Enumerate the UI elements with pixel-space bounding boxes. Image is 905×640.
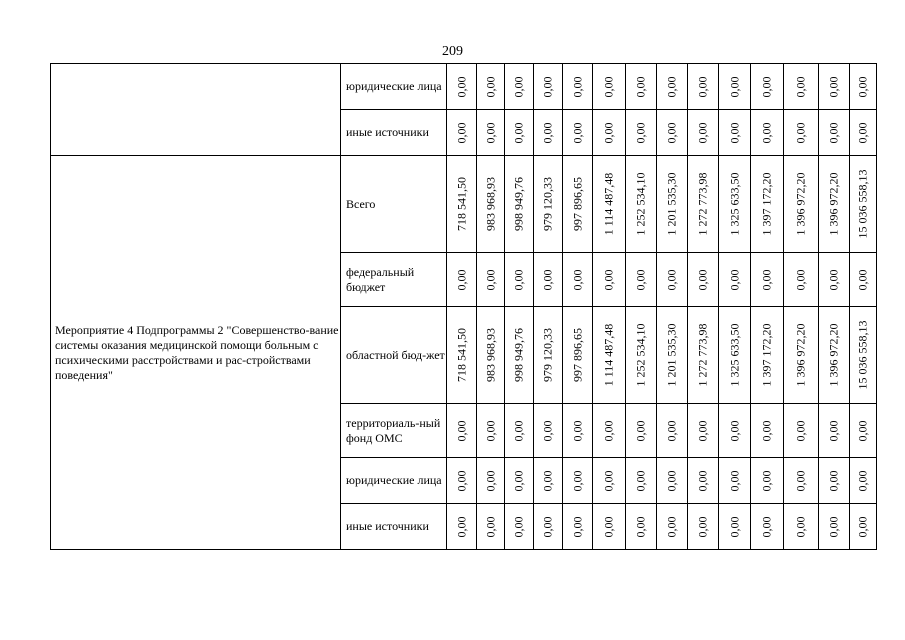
value-cell xyxy=(593,404,626,458)
value-text: 718 541,50 xyxy=(454,177,468,231)
value-cell xyxy=(719,458,751,504)
value-text: 0,00 xyxy=(454,76,468,97)
value-text: 0,00 xyxy=(570,470,584,491)
value-cell xyxy=(784,156,819,253)
value-cell xyxy=(784,504,819,550)
value-text: 0,00 xyxy=(727,470,741,491)
value-text: 0,00 xyxy=(570,76,584,97)
value-text: 0,00 xyxy=(664,269,679,290)
value-text: 0,00 xyxy=(664,122,679,143)
value-cell xyxy=(505,307,534,404)
value-cell xyxy=(751,110,784,156)
value-text: 997 896,65 xyxy=(570,177,584,231)
value-text: 0,00 xyxy=(511,76,526,97)
value-text: 997 896,65 xyxy=(570,328,584,382)
value-cell xyxy=(850,156,877,253)
value-text: 1 325 633,50 xyxy=(727,323,741,387)
value-text: 1 252 534,10 xyxy=(633,323,648,387)
value-text: 718 541,50 xyxy=(454,328,468,382)
value-cell xyxy=(719,307,751,404)
value-text: 0,00 xyxy=(540,76,555,97)
value-text: 0,00 xyxy=(483,516,497,537)
value-cell xyxy=(477,504,505,550)
value-cell xyxy=(563,156,593,253)
table-row xyxy=(51,156,877,253)
value-text: 0,00 xyxy=(511,516,526,537)
value-text: 0,00 xyxy=(601,269,616,290)
value-text: 979 120,33 xyxy=(540,177,555,231)
value-text: 0,00 xyxy=(454,470,468,491)
value-text: 0,00 xyxy=(855,420,870,441)
value-text: 0,00 xyxy=(483,470,497,491)
value-cell xyxy=(626,404,657,458)
measure-cell: Мероприятие 4 Подпрограммы 2 "Совершенство-вание системы оказания медицинской помощи больным с психическими расстройствами и рас-стройствами поведения" xyxy=(51,156,341,550)
value-text: 1 114 487,48 xyxy=(601,323,616,387)
value-cell xyxy=(626,253,657,307)
value-cell xyxy=(534,458,563,504)
value-cell xyxy=(688,156,719,253)
value-cell xyxy=(626,307,657,404)
value-cell xyxy=(850,64,877,110)
value-text: 0,00 xyxy=(855,122,870,143)
value-cell xyxy=(688,253,719,307)
value-text: 0,00 xyxy=(826,122,841,143)
value-cell xyxy=(477,110,505,156)
value-cell xyxy=(751,64,784,110)
value-cell xyxy=(719,64,751,110)
value-cell xyxy=(688,64,719,110)
value-text: 15 036 558,13 xyxy=(855,320,870,390)
value-text: 0,00 xyxy=(664,516,679,537)
value-cell xyxy=(477,404,505,458)
value-cell xyxy=(657,110,688,156)
value-cell xyxy=(447,458,477,504)
value-text: 0,00 xyxy=(454,420,468,441)
value-text: 0,00 xyxy=(540,269,555,290)
value-cell xyxy=(626,110,657,156)
value-cell xyxy=(850,458,877,504)
value-text: 1 325 633,50 xyxy=(727,172,741,236)
value-text: 0,00 xyxy=(759,420,774,441)
value-text: 0,00 xyxy=(511,269,526,290)
value-cell xyxy=(505,253,534,307)
value-cell xyxy=(850,110,877,156)
value-cell xyxy=(563,404,593,458)
value-cell xyxy=(784,404,819,458)
value-text: 0,00 xyxy=(695,122,710,143)
value-cell xyxy=(477,307,505,404)
value-text: 0,00 xyxy=(727,76,741,97)
funding-source-cell: Всего xyxy=(341,156,447,253)
value-text: 0,00 xyxy=(633,420,648,441)
value-cell xyxy=(719,253,751,307)
value-text: 0,00 xyxy=(855,470,870,491)
value-cell xyxy=(657,504,688,550)
value-cell xyxy=(751,253,784,307)
value-cell xyxy=(563,504,593,550)
funding-source-cell: территориаль-ный фонд ОМС xyxy=(341,404,447,458)
value-text: 979 120,33 xyxy=(540,328,555,382)
value-text: 0,00 xyxy=(695,470,710,491)
value-cell xyxy=(505,458,534,504)
value-cell xyxy=(751,504,784,550)
value-cell xyxy=(626,458,657,504)
value-text: 0,00 xyxy=(454,269,468,290)
value-text: 0,00 xyxy=(601,76,616,97)
value-text: 0,00 xyxy=(759,470,774,491)
value-text: 0,00 xyxy=(664,470,679,491)
value-cell xyxy=(784,253,819,307)
value-cell xyxy=(850,307,877,404)
value-cell xyxy=(593,504,626,550)
value-text: 0,00 xyxy=(793,76,808,97)
value-text: 0,00 xyxy=(601,470,616,491)
value-cell xyxy=(784,64,819,110)
value-cell xyxy=(593,253,626,307)
page-number: 209 xyxy=(442,44,463,59)
value-text: 0,00 xyxy=(601,122,616,143)
value-text: 0,00 xyxy=(454,122,468,143)
funding-source-cell: юридические лица xyxy=(341,64,447,110)
value-cell xyxy=(626,64,657,110)
value-cell xyxy=(447,404,477,458)
value-cell xyxy=(505,110,534,156)
value-cell xyxy=(688,110,719,156)
value-text: 0,00 xyxy=(570,420,584,441)
value-text: 0,00 xyxy=(826,269,841,290)
measure-cell xyxy=(51,64,341,156)
table-row xyxy=(51,64,877,110)
value-text: 0,00 xyxy=(570,269,584,290)
value-text: 983 968,93 xyxy=(483,328,497,382)
value-cell xyxy=(819,156,850,253)
value-text: 998 949,76 xyxy=(511,328,526,382)
value-text: 0,00 xyxy=(664,76,679,97)
value-cell xyxy=(819,64,850,110)
value-cell xyxy=(626,504,657,550)
funding-source-cell: федеральный бюджет xyxy=(341,253,447,307)
value-cell xyxy=(563,64,593,110)
value-cell xyxy=(819,404,850,458)
value-text: 0,00 xyxy=(540,420,555,441)
value-cell xyxy=(447,504,477,550)
value-text: 0,00 xyxy=(759,269,774,290)
value-cell xyxy=(784,307,819,404)
value-text: 0,00 xyxy=(511,470,526,491)
funding-source-cell: иные источники xyxy=(341,110,447,156)
value-text: 0,00 xyxy=(695,269,710,290)
value-cell xyxy=(819,504,850,550)
value-cell xyxy=(657,156,688,253)
value-text: 0,00 xyxy=(727,269,741,290)
value-text: 0,00 xyxy=(793,420,808,441)
value-text: 0,00 xyxy=(633,269,648,290)
value-cell xyxy=(563,110,593,156)
value-cell xyxy=(593,458,626,504)
value-text: 0,00 xyxy=(483,122,497,143)
value-text: 0,00 xyxy=(826,420,841,441)
funding-source-cell: иные источники xyxy=(341,504,447,550)
value-cell xyxy=(850,504,877,550)
value-text: 0,00 xyxy=(826,516,841,537)
value-cell xyxy=(505,156,534,253)
value-text: 0,00 xyxy=(483,420,497,441)
value-text: 0,00 xyxy=(633,76,648,97)
value-cell xyxy=(784,458,819,504)
value-cell xyxy=(719,504,751,550)
value-text: 0,00 xyxy=(633,122,648,143)
value-text: 0,00 xyxy=(793,516,808,537)
value-cell xyxy=(534,253,563,307)
value-text: 0,00 xyxy=(826,470,841,491)
value-text: 0,00 xyxy=(727,122,741,143)
value-text: 0,00 xyxy=(793,269,808,290)
value-text: 0,00 xyxy=(601,420,616,441)
financing-table xyxy=(50,63,877,550)
value-cell xyxy=(534,64,563,110)
value-text: 0,00 xyxy=(793,122,808,143)
value-text: 0,00 xyxy=(570,516,584,537)
value-text: 0,00 xyxy=(483,76,497,97)
value-text: 1 396 972,20 xyxy=(793,172,808,236)
value-text: 0,00 xyxy=(633,470,648,491)
value-text: 0,00 xyxy=(855,76,870,97)
value-text: 0,00 xyxy=(727,420,741,441)
value-text: 983 968,93 xyxy=(483,177,497,231)
value-text: 0,00 xyxy=(695,420,710,441)
value-text: 0,00 xyxy=(511,122,526,143)
value-cell xyxy=(657,404,688,458)
value-cell xyxy=(505,64,534,110)
value-text: 0,00 xyxy=(633,516,648,537)
value-text: 0,00 xyxy=(570,122,584,143)
value-cell xyxy=(534,110,563,156)
value-text: 0,00 xyxy=(454,516,468,537)
value-cell xyxy=(751,404,784,458)
value-cell xyxy=(477,64,505,110)
value-text: 0,00 xyxy=(826,76,841,97)
value-cell xyxy=(534,404,563,458)
value-cell xyxy=(593,156,626,253)
value-text: 1 252 534,10 xyxy=(633,172,648,236)
value-cell xyxy=(850,253,877,307)
value-cell xyxy=(784,110,819,156)
value-cell xyxy=(688,404,719,458)
value-cell xyxy=(563,307,593,404)
value-text: 0,00 xyxy=(540,516,555,537)
value-text: 0,00 xyxy=(855,269,870,290)
value-cell xyxy=(447,110,477,156)
value-cell xyxy=(819,307,850,404)
value-cell xyxy=(751,156,784,253)
value-cell xyxy=(593,307,626,404)
value-cell xyxy=(657,307,688,404)
value-cell xyxy=(688,307,719,404)
value-text: 1 396 972,20 xyxy=(793,323,808,387)
value-cell xyxy=(751,458,784,504)
value-text: 0,00 xyxy=(727,516,741,537)
value-text: 0,00 xyxy=(759,516,774,537)
value-cell xyxy=(534,156,563,253)
funding-source-cell: юридические лица xyxy=(341,458,447,504)
value-text: 998 949,76 xyxy=(511,177,526,231)
value-cell xyxy=(534,504,563,550)
value-cell xyxy=(534,307,563,404)
value-text: 0,00 xyxy=(759,122,774,143)
funding-source-cell: областной бюд-жет xyxy=(341,307,447,404)
value-cell xyxy=(850,404,877,458)
value-cell xyxy=(447,253,477,307)
value-text: 0,00 xyxy=(695,516,710,537)
value-text: 1 397 172,20 xyxy=(759,172,774,236)
value-cell xyxy=(563,458,593,504)
value-text: 1 397 172,20 xyxy=(759,323,774,387)
value-cell xyxy=(819,253,850,307)
value-cell xyxy=(626,156,657,253)
value-cell xyxy=(477,253,505,307)
value-cell xyxy=(447,307,477,404)
value-cell xyxy=(688,504,719,550)
value-cell xyxy=(719,404,751,458)
value-cell xyxy=(751,307,784,404)
value-cell xyxy=(657,253,688,307)
value-cell xyxy=(477,156,505,253)
value-cell xyxy=(505,404,534,458)
value-cell xyxy=(447,64,477,110)
value-cell xyxy=(593,64,626,110)
value-cell xyxy=(563,253,593,307)
value-text: 1 114 487,48 xyxy=(601,172,616,236)
value-text: 0,00 xyxy=(540,470,555,491)
value-text: 15 036 558,13 xyxy=(855,169,870,239)
value-text: 0,00 xyxy=(664,420,679,441)
value-cell xyxy=(593,110,626,156)
value-text: 1 272 773,98 xyxy=(695,172,710,236)
value-text: 0,00 xyxy=(511,420,526,441)
value-text: 1 201 535,30 xyxy=(664,323,679,387)
value-text: 1 201 535,30 xyxy=(664,172,679,236)
value-text: 1 396 972,20 xyxy=(826,172,841,236)
value-cell xyxy=(719,110,751,156)
value-text: 1 272 773,98 xyxy=(695,323,710,387)
value-text: 0,00 xyxy=(601,516,616,537)
value-text: 0,00 xyxy=(483,269,497,290)
value-text: 0,00 xyxy=(855,516,870,537)
value-cell xyxy=(688,458,719,504)
value-cell xyxy=(819,110,850,156)
value-cell xyxy=(819,458,850,504)
value-cell xyxy=(657,64,688,110)
value-text: 0,00 xyxy=(793,470,808,491)
value-text: 0,00 xyxy=(540,122,555,143)
value-text: 0,00 xyxy=(759,76,774,97)
value-cell xyxy=(477,458,505,504)
value-text: 1 396 972,20 xyxy=(826,323,841,387)
value-cell xyxy=(719,156,751,253)
value-cell xyxy=(505,504,534,550)
value-cell xyxy=(657,458,688,504)
value-text: 0,00 xyxy=(695,76,710,97)
value-cell xyxy=(447,156,477,253)
